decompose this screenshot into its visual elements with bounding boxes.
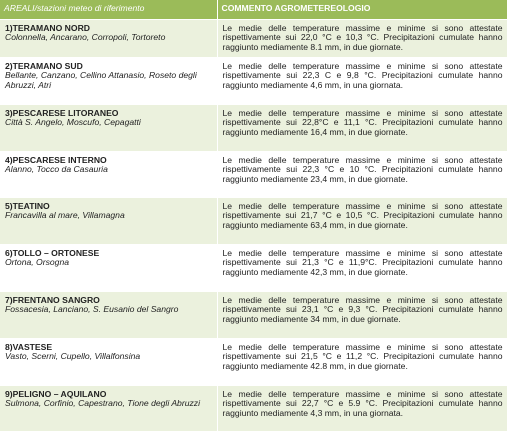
- comment-cell: [217, 57, 507, 104]
- area-name: 6)TOLLO – ORTONESE: [5, 247, 100, 258]
- area-stations: Città S. Angelo, Moscufo, Cepagatti: [5, 117, 141, 128]
- comment-cell: [217, 338, 507, 385]
- table-body: [0, 19, 507, 431]
- area-cell: [0, 197, 217, 244]
- comment-text: Le medie delle temperature massime e minime si sono attestate rispettivamente sui 22,0 °C e 10,3 °C. Precipitazioni cumulate hanno raggiunto mediamente 8.1 mm, in due giornate.: [222, 22, 503, 53]
- table-row: [0, 197, 507, 244]
- table-header-row: [0, 0, 507, 19]
- header-areas: [0, 0, 217, 19]
- comment-cell: [217, 244, 507, 291]
- area-name: 5)TEATINO: [5, 200, 50, 211]
- header-areas-label: AREALI/stazioni meteo di riferimento: [4, 3, 145, 14]
- area-cell: [0, 291, 217, 338]
- comment-text: Le medie delle temperature massime e minime si sono attestate rispettivamente sui 23,1 °C e 9,3 °C. Precipitazioni cumulate hanno raggiunto mediamente 34 mm, in due giornate.: [222, 294, 503, 325]
- area-stations: Alanno, Tocco da Casauria: [5, 164, 108, 175]
- area-cell: [0, 19, 217, 57]
- area-stations: Sulmona, Corfinio, Capestrano, Tione degli Abruzzi: [5, 398, 200, 409]
- table-row: [0, 151, 507, 197]
- comment-text: Le medie delle temperature massime e minime si sono attestate rispettivamente sui 22,3 C e 9,8 °C. Precipitazioni cumulate hanno raggiunto mediamente 4,6 mm, in una giornata.: [222, 60, 503, 91]
- table-row: [0, 338, 507, 385]
- area-name: 8)VASTESE: [5, 341, 53, 352]
- table-row: [0, 57, 507, 104]
- table-row: [0, 291, 507, 338]
- comment-cell: [217, 19, 507, 57]
- area-name: 3)PESCARESE LITORANEO: [5, 107, 119, 118]
- table-row: [0, 385, 507, 431]
- area-stations: Francavilla al mare, Villamagna: [5, 210, 125, 221]
- header-comment: COMMENTO AGROMETEREOLOGIO: [217, 0, 507, 19]
- comment-cell: [217, 197, 507, 244]
- table-row: [0, 244, 507, 291]
- comment-text: Le medie delle temperature massime e minime si sono attestate rispettivamente sui 22,3 °C e 10 °C. Precipitazioni cumulate hanno raggiunto mediamente 23,4 mm, in due giornate.: [222, 154, 503, 185]
- comment-text: Le medie delle temperature massime e minime si sono attestate rispettivamente sui 21,3 °C e 11,9°C. Precipitazioni cumulate hanno raggiunto mediamente 42,3 mm, in due giornate.: [222, 247, 503, 278]
- area-cell: [0, 151, 217, 197]
- comment-text: Le medie delle temperature massime e minime si sono attestate rispettivamente sui 21,7 °C e 10,5 °C. Precipitazioni cumulate hanno raggiunto mediamente 63,4 mm, in due giornate.: [222, 200, 503, 231]
- area-cell: [0, 104, 217, 151]
- table-row: [0, 104, 507, 151]
- area-name: 9)PELIGNO – AQUILANO: [5, 388, 107, 399]
- area-stations: Fossacesia, Lanciano, S. Eusanio del Sangro: [5, 304, 179, 315]
- comment-text: Le medie delle temperature massime e minime si sono attestate rispettivamente sui 21,5 °C e 11,2 °C. Precipitazioni cumulate hanno raggiunto mediamente 42.8 mm, in due giornate.: [222, 341, 503, 372]
- area-stations: Vasto, Scerni, Cupello, Villalfonsina: [5, 351, 141, 362]
- area-name: 7)FRENTANO SANGRO: [5, 294, 100, 305]
- area-cell: [0, 244, 217, 291]
- area-cell: [0, 338, 217, 385]
- area-name: 1)TERAMANO NORD: [5, 22, 90, 33]
- comment-cell: [217, 151, 507, 197]
- area-stations: Bellante, Canzano, Cellino Attanasio, Roseto degli Abruzzi, Atri: [5, 70, 197, 91]
- area-stations: Ortona, Orsogna: [5, 257, 70, 268]
- area-stations: Colonnella, Ancarano, Corropoli, Tortoreto: [5, 32, 166, 43]
- comment-text: Le medie delle temperature massime e minime si sono attestate rispettivamente sui 22,8°C e 11,1 °C. Precipitazioni cumulate hanno raggiunto mediamente 16,4 mm, in due giornate.: [222, 107, 503, 138]
- comment-cell: [217, 385, 507, 431]
- table-row: [0, 19, 507, 57]
- comment-cell: [217, 104, 507, 151]
- area-cell: [0, 57, 217, 104]
- area-cell: [0, 385, 217, 431]
- area-name: 2)TERAMANO SUD: [5, 60, 83, 71]
- area-name: 4)PESCARESE INTERNO: [5, 154, 107, 165]
- comment-text: Le medie delle temperature massime e minime si sono attestate rispettivamente sui 22,7 °C e 5.9 °C. Precipitazioni cumulate hanno raggiunto mediamente 4,3 mm, in una giornata.: [222, 388, 503, 419]
- comment-cell: [217, 291, 507, 338]
